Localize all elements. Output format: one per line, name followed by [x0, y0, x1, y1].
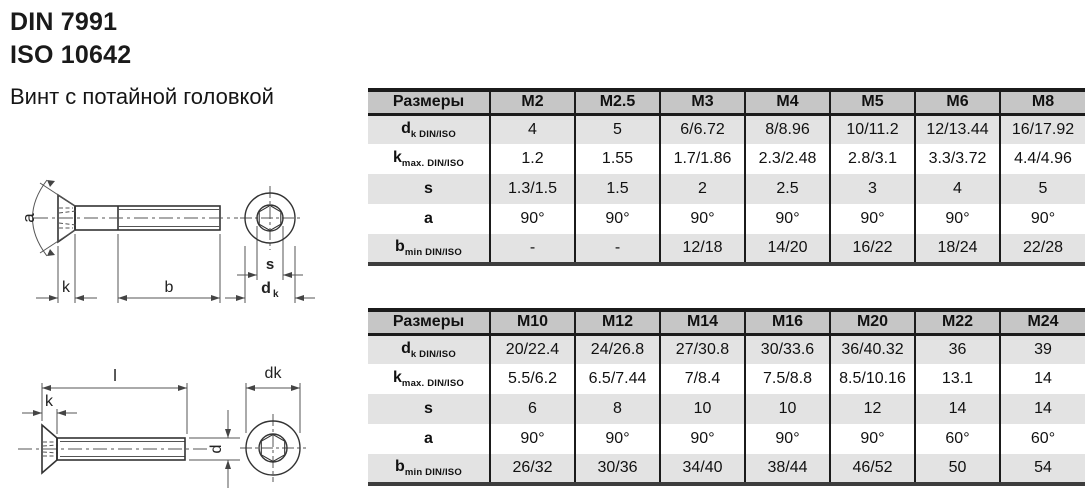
value-cell: -	[490, 234, 575, 264]
screw-drawing-top	[0, 158, 355, 310]
table-row	[368, 204, 1085, 234]
value-cell: 6.5/7.44	[575, 364, 660, 394]
row-label: a	[424, 430, 433, 447]
value-cell: 2	[660, 174, 745, 204]
value-cell: 6/6.72	[660, 114, 745, 144]
value-cell: 90°	[830, 424, 915, 454]
row-label: s	[368, 174, 490, 204]
corner-header: Размеры	[368, 90, 490, 114]
value-cell: 90°	[660, 204, 745, 234]
row-label: s	[368, 394, 490, 424]
value-cell: 22/28	[1000, 234, 1085, 264]
size-column-header: M5	[830, 90, 915, 114]
row-label: $d_{k DIN/ISO}$	[368, 334, 490, 364]
standard-iso: ISO 10642	[10, 41, 132, 69]
value-cell: 1.7/1.86	[660, 144, 745, 174]
value-cell: 16/17.92	[1000, 114, 1085, 144]
value-cell: 7/8.4	[660, 364, 745, 394]
size-column-header: M10	[490, 310, 575, 334]
table-row	[368, 394, 1085, 424]
value-cell: 26/32	[490, 454, 575, 484]
value-cell: 7.5/8.8	[745, 364, 830, 394]
row-label: a	[424, 210, 433, 227]
table-row	[368, 234, 1085, 264]
value-cell: 90°	[745, 424, 830, 454]
header-row	[368, 310, 1085, 334]
screw-drawing-bottom	[0, 348, 355, 500]
thread-length-b-label: b	[164, 279, 174, 296]
value-cell: 2.5	[745, 174, 830, 204]
value-cell: 4	[490, 114, 575, 144]
value-cell: 14/20	[745, 234, 830, 264]
value-cell: 18/24	[915, 234, 1000, 264]
head-dia-k-sub-label: k	[273, 289, 279, 300]
value-cell: 4	[915, 174, 1000, 204]
header-row	[368, 90, 1085, 114]
head-dia-d-label: d	[261, 280, 271, 297]
size-column-header: M4	[745, 90, 830, 114]
value-cell: 20/22.4	[490, 334, 575, 364]
value-cell: 39	[1000, 334, 1085, 364]
standard-din: DIN 7991	[10, 8, 118, 36]
head-height-k-label: k	[62, 279, 70, 296]
head-dia-dk-label: dk	[264, 365, 282, 382]
size-column-header: M8	[1000, 90, 1085, 114]
value-cell: 24/26.8	[575, 334, 660, 364]
value-cell: 5	[575, 114, 660, 144]
table-row	[368, 334, 1085, 364]
title-block	[10, 6, 131, 72]
value-cell: -	[575, 234, 660, 264]
value-cell: 3	[830, 174, 915, 204]
value-cell: 8/8.96	[745, 114, 830, 144]
value-cell: 90°	[830, 204, 915, 234]
size-column-header: M2	[490, 90, 575, 114]
value-cell: 10	[660, 394, 745, 424]
size-column-header: M14	[660, 310, 745, 334]
value-cell: 30/33.6	[745, 334, 830, 364]
value-cell: 10	[745, 394, 830, 424]
size-column-header: M22	[915, 310, 1000, 334]
value-cell: 60°	[915, 424, 1000, 454]
value-cell: 8	[575, 394, 660, 424]
value-cell: 36	[915, 334, 1000, 364]
value-cell: 36/40.32	[830, 334, 915, 364]
value-cell: 8.5/10.16	[830, 364, 915, 394]
value-cell: 90°	[490, 204, 575, 234]
corner-header: Размеры	[368, 310, 490, 334]
table-row	[368, 174, 1085, 204]
row-label: $k_{max. DIN/ISO}$	[393, 368, 464, 390]
size-column-header: M12	[575, 310, 660, 334]
shaft-dia-d-label: d	[208, 444, 225, 454]
value-cell: 13.1	[915, 364, 1000, 394]
value-cell: 90°	[745, 204, 830, 234]
size-column-header: M20	[830, 310, 915, 334]
value-cell: 90°	[915, 204, 1000, 234]
value-cell: 50	[915, 454, 1000, 484]
value-cell: 90°	[1000, 204, 1085, 234]
size-column-header: M2.5	[575, 90, 660, 114]
value-cell: 10/11.2	[830, 114, 915, 144]
value-cell: 2.3/2.48	[745, 144, 830, 174]
value-cell: 14	[1000, 394, 1085, 424]
value-cell: 54	[1000, 454, 1085, 484]
value-cell: 4.4/4.96	[1000, 144, 1085, 174]
value-cell: 60°	[1000, 424, 1085, 454]
table-row	[368, 454, 1085, 484]
length-l-label: l	[113, 366, 117, 385]
value-cell: 90°	[490, 424, 575, 454]
table-row	[368, 114, 1085, 144]
value-cell: 5.5/6.2	[490, 364, 575, 394]
value-cell: 90°	[660, 424, 745, 454]
table-row	[368, 144, 1085, 174]
value-cell: 12	[830, 394, 915, 424]
table-row	[368, 424, 1085, 454]
row-label: $b_{min DIN/ISO}$	[368, 454, 490, 484]
value-cell: 30/36	[575, 454, 660, 484]
table-row	[368, 364, 1085, 394]
value-cell: 1.2	[490, 144, 575, 174]
value-cell: 27/30.8	[660, 334, 745, 364]
size-column-header: M24	[1000, 310, 1085, 334]
value-cell: 14	[915, 394, 1000, 424]
value-cell: 12/18	[660, 234, 745, 264]
size-column-header: M6	[915, 90, 1000, 114]
value-cell: 38/44	[745, 454, 830, 484]
row-label: $k_{max. DIN/ISO}$	[393, 148, 464, 170]
dimensions-table-m10-m24	[368, 308, 1085, 486]
value-cell: 12/13.44	[915, 114, 1000, 144]
value-cell: 6	[490, 394, 575, 424]
value-cell: 5	[1000, 174, 1085, 204]
value-cell: 3.3/3.72	[915, 144, 1000, 174]
angle-a-label: a	[19, 213, 38, 223]
product-name: Винт с потайной головкой	[10, 84, 274, 109]
dimensions-table-m2-m8	[368, 88, 1085, 266]
value-cell: 2.8/3.1	[830, 144, 915, 174]
size-column-header: M16	[745, 310, 830, 334]
head-height-k-label: k	[45, 393, 53, 410]
value-cell: 90°	[575, 204, 660, 234]
value-cell: 14	[1000, 364, 1085, 394]
size-column-header: M3	[660, 90, 745, 114]
value-cell: 34/40	[660, 454, 745, 484]
value-cell: 1.3/1.5	[490, 174, 575, 204]
value-cell: 90°	[575, 424, 660, 454]
socket-s-label: s	[265, 256, 275, 273]
row-label: $b_{min DIN/ISO}$	[368, 234, 490, 264]
value-cell: 16/22	[830, 234, 915, 264]
row-label: $d_{k DIN/ISO}$	[368, 114, 490, 144]
value-cell: 46/52	[830, 454, 915, 484]
value-cell: 1.55	[575, 144, 660, 174]
value-cell: 1.5	[575, 174, 660, 204]
